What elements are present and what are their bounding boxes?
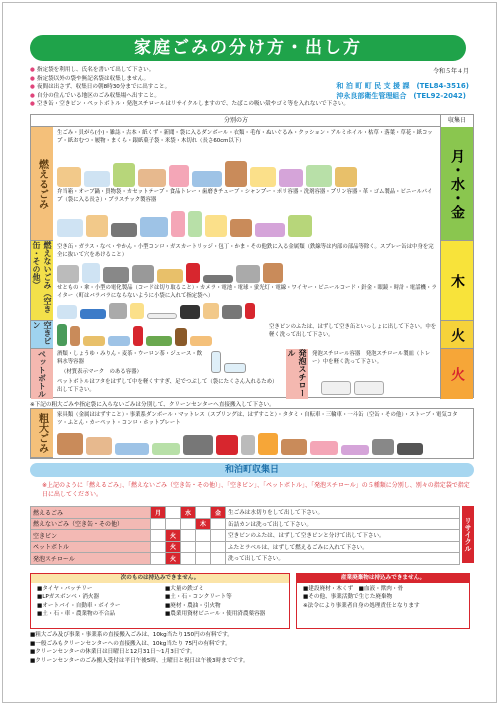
styrofoam-icons bbox=[321, 377, 431, 395]
schedule-table bbox=[30, 506, 460, 565]
diaper-icon bbox=[250, 167, 276, 187]
footer-notes bbox=[30, 631, 470, 665]
can-icon bbox=[57, 265, 79, 283]
footer-item: ■クリーンセンターのごみ搬入受付は平日午後5時、土曜日と祝日は午後3時までです。 bbox=[30, 657, 249, 664]
schedule-day-cell bbox=[151, 530, 166, 542]
list-item: ■廃材・農油・引火物 bbox=[165, 602, 221, 609]
table-row bbox=[31, 553, 460, 565]
not-accepted-right bbox=[165, 585, 283, 619]
cushion-icon bbox=[113, 163, 135, 187]
pet-mark-text: （材質表示マーク のある容器） bbox=[61, 369, 142, 375]
styrofoam-tray-icon bbox=[321, 381, 351, 395]
clothes-icon bbox=[169, 165, 189, 187]
schedule-note-cell: 空きビンのふたは、はずして空きビンと分けて出して下さい。 bbox=[226, 530, 460, 542]
schedule-day-cell: 水 bbox=[181, 507, 196, 519]
sorting-header-label: 分別の方 bbox=[223, 117, 248, 124]
list-item: ■オートバイ・自動車・ボイラー bbox=[37, 602, 121, 609]
schedule-day-cell bbox=[151, 541, 166, 553]
schedule-day-cell bbox=[151, 553, 166, 565]
schedule-day-cell bbox=[196, 507, 211, 519]
box-icon bbox=[138, 169, 166, 187]
contact-info bbox=[336, 81, 469, 101]
industrial-waste-box bbox=[296, 573, 470, 629]
schedule-category: 発泡スチロール bbox=[31, 553, 151, 565]
sorting-header bbox=[31, 115, 473, 127]
can-icon bbox=[241, 435, 255, 455]
schedule-day-cell bbox=[196, 530, 211, 542]
schedule-day-cell: 火 bbox=[166, 541, 181, 553]
schedule-category: 空きビン bbox=[31, 530, 151, 542]
food-waste-icon bbox=[57, 167, 81, 187]
table-row bbox=[31, 507, 460, 519]
bottle-icon bbox=[70, 326, 80, 346]
intro-item: ● 夜間は出さず、収集日の朝8時30分までに出すこと。 bbox=[30, 84, 171, 91]
kotatsu-icon bbox=[281, 439, 307, 455]
sorting-table bbox=[30, 114, 474, 398]
schedule-note: ※上記のように「燃えるごみ」、「燃えないごみ（空き缶・その他）」、「空きビン」、「ペットボトル」、「発泡スチロール」の５種類に分別し、別々の指定袋で指定日に出してください。 bbox=[42, 482, 470, 498]
schedule-day-cell bbox=[181, 518, 196, 530]
bento-box-icon bbox=[57, 219, 83, 237]
plastic-container-icon bbox=[288, 215, 312, 237]
styrofoam-box-icon bbox=[354, 381, 384, 395]
schedule-day-cell bbox=[151, 518, 166, 530]
footer-item: ■粗大ごみ及び事業・事業系の直接搬入ごみは、10kg当たり150円の有料です。 bbox=[30, 632, 233, 638]
bottle-icon bbox=[175, 328, 187, 346]
schedule-day-cell: 火 bbox=[166, 553, 181, 565]
footer-item: ■一般ごみもクリーンセンターへの直接搬入は、10kg当たり 75円の有料です。 bbox=[30, 640, 231, 647]
nonburnable-text-2: せともの・傘・小型の電化製品（コードは切り取ること）・カメラ・電池・電球・蛍光灯・電線・ワイヤー・ビニールコード・針金・眼鏡・時計・電話機・ライター（町はバラバラにならないように小袋に入れて指定袋へ） bbox=[57, 285, 437, 299]
schedule-note-cell: 洗って出して下さい。 bbox=[226, 553, 460, 565]
nonburnable-icons-bottom bbox=[57, 301, 437, 319]
lighter-icon bbox=[245, 303, 255, 319]
shoes-icon bbox=[225, 161, 247, 187]
schedule-day-cell bbox=[196, 553, 211, 565]
schedule-day-cell bbox=[181, 553, 196, 565]
schedule-day-cell bbox=[211, 541, 226, 553]
list-item: ※法令により事業者自身の処理責任となります bbox=[303, 602, 420, 609]
gas-cartridge-icon bbox=[186, 263, 200, 283]
not-accepted-left bbox=[37, 585, 155, 619]
umbrella-icon bbox=[80, 309, 106, 319]
schedule-day-cell bbox=[166, 518, 181, 530]
large-waste-icons bbox=[57, 431, 467, 455]
list-item: ■LPガスボンベ・消火器 bbox=[37, 594, 100, 601]
bottle-icon bbox=[57, 324, 67, 346]
day-burnable: 月・水・金 bbox=[440, 127, 473, 241]
sickle-icon bbox=[263, 263, 283, 283]
bottle-icon bbox=[83, 336, 105, 346]
mattress-icon bbox=[115, 443, 149, 455]
light-bulb-icon bbox=[130, 303, 144, 319]
page-title: 家庭ごみの分け方・出し方 bbox=[30, 35, 466, 61]
schedule-day-cell bbox=[181, 541, 196, 553]
stove-icon bbox=[258, 433, 278, 455]
footer-item: ■クリーンセンターの休業日は日曜日と12月31日〜1月3日です。 bbox=[30, 649, 196, 655]
knife-icon bbox=[203, 275, 233, 283]
leather-icon bbox=[230, 219, 252, 237]
collection-day-header: 収集日 bbox=[440, 115, 473, 127]
dish-icon bbox=[57, 305, 77, 319]
day-bottle: 火 bbox=[440, 321, 473, 349]
grass-icon bbox=[306, 165, 332, 187]
schedule-day-cell: 木 bbox=[196, 518, 211, 530]
bottle-icon bbox=[133, 326, 143, 346]
bottle-icon bbox=[108, 336, 130, 346]
paper-icon bbox=[84, 171, 110, 187]
schedule-category: ペットボトル bbox=[31, 541, 151, 553]
large-waste-note: ※下記の粗大ごみや指定袋に入らないごみは分別して、クリーンセンターへ直接搬入して下さい。 bbox=[30, 402, 275, 408]
list-item: ■その他、事業活動で生じた廃棄物 bbox=[303, 594, 393, 601]
pot-icon bbox=[103, 267, 129, 283]
table-row bbox=[31, 530, 460, 542]
bottle-icons bbox=[57, 324, 262, 346]
contact-town: 和 泊 町 町 民 支 援 課 (TEL84-3516) bbox=[336, 82, 469, 90]
phone-icon bbox=[222, 305, 242, 319]
styrofoam-text: 発泡スチロール容器 発泡スチロール製皿（トレー）中を軽く洗って下さい。 bbox=[312, 351, 431, 365]
burnable-text-2: 弁当箱・オーブ鍋・買物袋・カセットテープ・食品トレー・歯磨きチューブ・シャンプー・ポリ容器・洗剤容器・プリン容器・革・ゴム製品・ビニールパイプ（袋に入る長さ）・プラスチック製容器 bbox=[57, 189, 433, 203]
schedule-note-cell: 缶詰カンは洗って出して下さい。 bbox=[226, 518, 460, 530]
table-row bbox=[31, 541, 460, 553]
pet-instructions: ペットボトルはフタをはずして中を軽くすすぎ、足でつぶして（袋にたくさん入れるため）出して下さい。 bbox=[57, 379, 278, 393]
schedule-title: 和泊町収集日 bbox=[30, 463, 474, 477]
not-accepted-box bbox=[30, 573, 290, 629]
burnable-text: 生ごみ・貝がら(小)・雑誌・古本・紙くず・新聞・袋に入るダンボール・衣類・毛布・ぬいぐるみ・クッション・アルミホイル・枯草・落葉・草花・紙コップ・紙おむつ・履物・まくら・銀紙菓子袋・米袋・木切れ（長さ60cm以下） bbox=[57, 130, 433, 144]
schedule-day-cell bbox=[211, 530, 226, 542]
schedule-day-cell bbox=[196, 541, 211, 553]
issue-date: 令和５年４月 bbox=[432, 68, 469, 75]
carpet-icon bbox=[341, 445, 369, 455]
glass-icon bbox=[82, 263, 100, 283]
stove-top-icon bbox=[372, 439, 394, 455]
intro-item: ● 空き缶・空きビン・ペットボトル・発泡スチロールはリサイクルしますので、たばこの吸い殻やゴミ等を入れないで下さい。 bbox=[30, 101, 350, 108]
pet-bottle-text: 酒類・しょうゆ・みりん・麦茶・ウーロン茶・ジュース・飲料水等容器 bbox=[57, 351, 203, 365]
schedule-day-cell bbox=[181, 530, 196, 542]
burnable-icons-top bbox=[57, 155, 437, 187]
schedule-day-cell bbox=[211, 553, 226, 565]
nonburnable-text: 空き缶・ガラス・なべ・やかん・小型コンロ・ガスカートリッジ・包丁・かま・その他鉄に入る金属類（鉄線等は内部の部品等除く。スプレー缶は中身を完全に抜いて穴をあけること） bbox=[57, 244, 434, 258]
schedule-note-cell: 生ごみは水切りをして出して下さい。 bbox=[226, 507, 460, 519]
list-item: ■大量の鉄ゴミ bbox=[165, 586, 204, 592]
list-item: ■土・石・車・農業物の不合品 bbox=[37, 611, 116, 618]
stove-icon bbox=[157, 269, 183, 283]
recycle-label: リサイクル bbox=[462, 506, 474, 563]
schedule-category: 燃えるごみ bbox=[31, 507, 151, 519]
bottle-icon bbox=[190, 336, 212, 346]
industrial-waste-title: 産業廃棄物は持込みできません。 bbox=[297, 574, 469, 583]
tray-icon bbox=[140, 217, 168, 237]
category-pet-bottle: ペットボトル bbox=[31, 349, 53, 399]
pipe-icon bbox=[255, 223, 285, 237]
pudding-cup-icon bbox=[205, 215, 227, 237]
cardboard-icon bbox=[86, 437, 112, 455]
clock-icon bbox=[203, 303, 219, 319]
category-burnable: 燃えるごみ bbox=[31, 127, 53, 241]
shampoo-icon bbox=[171, 211, 185, 237]
list-item: ■タイヤ・バッテリー bbox=[37, 586, 93, 592]
wood-icon bbox=[335, 167, 357, 187]
category-nonburnable: 燃えないごみ（空き缶・その他） bbox=[31, 241, 53, 321]
schedule-note-cell: ふたとラベルは、はずして燃えるごみに入れて下さい。 bbox=[226, 541, 460, 553]
list-item: ■農業用資材ビニール・使用済農薬容器 bbox=[165, 611, 266, 618]
tricycle-icon bbox=[216, 435, 238, 455]
detergent-icon bbox=[188, 211, 202, 237]
large-waste-text: 家具類（金属ははずすこと）・事業系ダンボール・マットレス（スプリングは、はずすこと）・タタミ・自転車・三輪車・一斗缶（空缶・その他）・ストーブ・電気コタツ・ふとん・カーペット・コンロ・ホットプレート bbox=[57, 412, 458, 426]
schedule-day-cell bbox=[166, 507, 181, 519]
kettle-icon bbox=[132, 265, 154, 283]
schedule-day-cell: 月 bbox=[151, 507, 166, 519]
nonburnable-icons-top bbox=[57, 261, 437, 283]
list-item: ■建設廃材・木くず ■血液・獣肉・骨 bbox=[303, 586, 404, 592]
large-waste-section bbox=[30, 408, 474, 459]
cassette-icon bbox=[111, 223, 137, 237]
category-bottle: 空きビン bbox=[31, 321, 53, 349]
intro-item: ● 自分の住んでいる地区のごみ収集場へ出すこと。 bbox=[30, 92, 160, 99]
pet-bottle-icons bbox=[211, 351, 263, 373]
tatami-icon bbox=[152, 443, 180, 455]
burnable-icons-bottom bbox=[57, 207, 437, 237]
glasses-icon bbox=[180, 305, 200, 319]
furniture-icon bbox=[57, 433, 83, 455]
not-accepted-title: 次のものは持込みできません。 bbox=[31, 574, 289, 583]
bottle-icon bbox=[146, 336, 172, 346]
intro-item: ● 指定袋以外の袋や無記名袋は収集しません。 bbox=[30, 75, 150, 82]
category-styrofoam: 発泡スチロール bbox=[287, 349, 307, 397]
pet-bottle-icon bbox=[211, 351, 221, 373]
metal-icon bbox=[236, 265, 260, 283]
day-nonburnable: 木 bbox=[440, 241, 473, 321]
intro-item: ● 指定袋を利用し、氏名を書いて出して下さい。 bbox=[30, 67, 155, 73]
pet-bottle-icon bbox=[224, 363, 246, 373]
day-pet-bottle: 火 bbox=[440, 349, 473, 399]
schedule-day-cell bbox=[211, 518, 226, 530]
category-large-waste: 粗大ごみ bbox=[31, 409, 53, 458]
contact-union: 沖永良部衛生管理組合 (TEL92-2042) bbox=[336, 92, 466, 100]
schedule-day-cell: 金 bbox=[211, 507, 226, 519]
bag-icon bbox=[86, 215, 108, 237]
fluorescent-lamp-icon bbox=[147, 313, 177, 319]
list-item: ■土・石・コンクリート等 bbox=[165, 594, 232, 601]
schedule-category: 燃えないごみ（空き缶・その他） bbox=[31, 518, 151, 530]
futon-icon bbox=[310, 441, 338, 455]
schedule-day-cell: 火 bbox=[166, 530, 181, 542]
newspaper-icon bbox=[192, 171, 222, 187]
snack-bag-icon bbox=[279, 169, 303, 187]
bicycle-icon bbox=[183, 435, 213, 455]
table-row bbox=[31, 518, 460, 530]
hot-plate-icon bbox=[397, 443, 423, 455]
bottle-text: 空きビンのふたは、はずして空き缶といっしょに出して下さい。中を軽く洗って出して下さい。 bbox=[269, 324, 437, 338]
camera-icon bbox=[109, 303, 127, 319]
